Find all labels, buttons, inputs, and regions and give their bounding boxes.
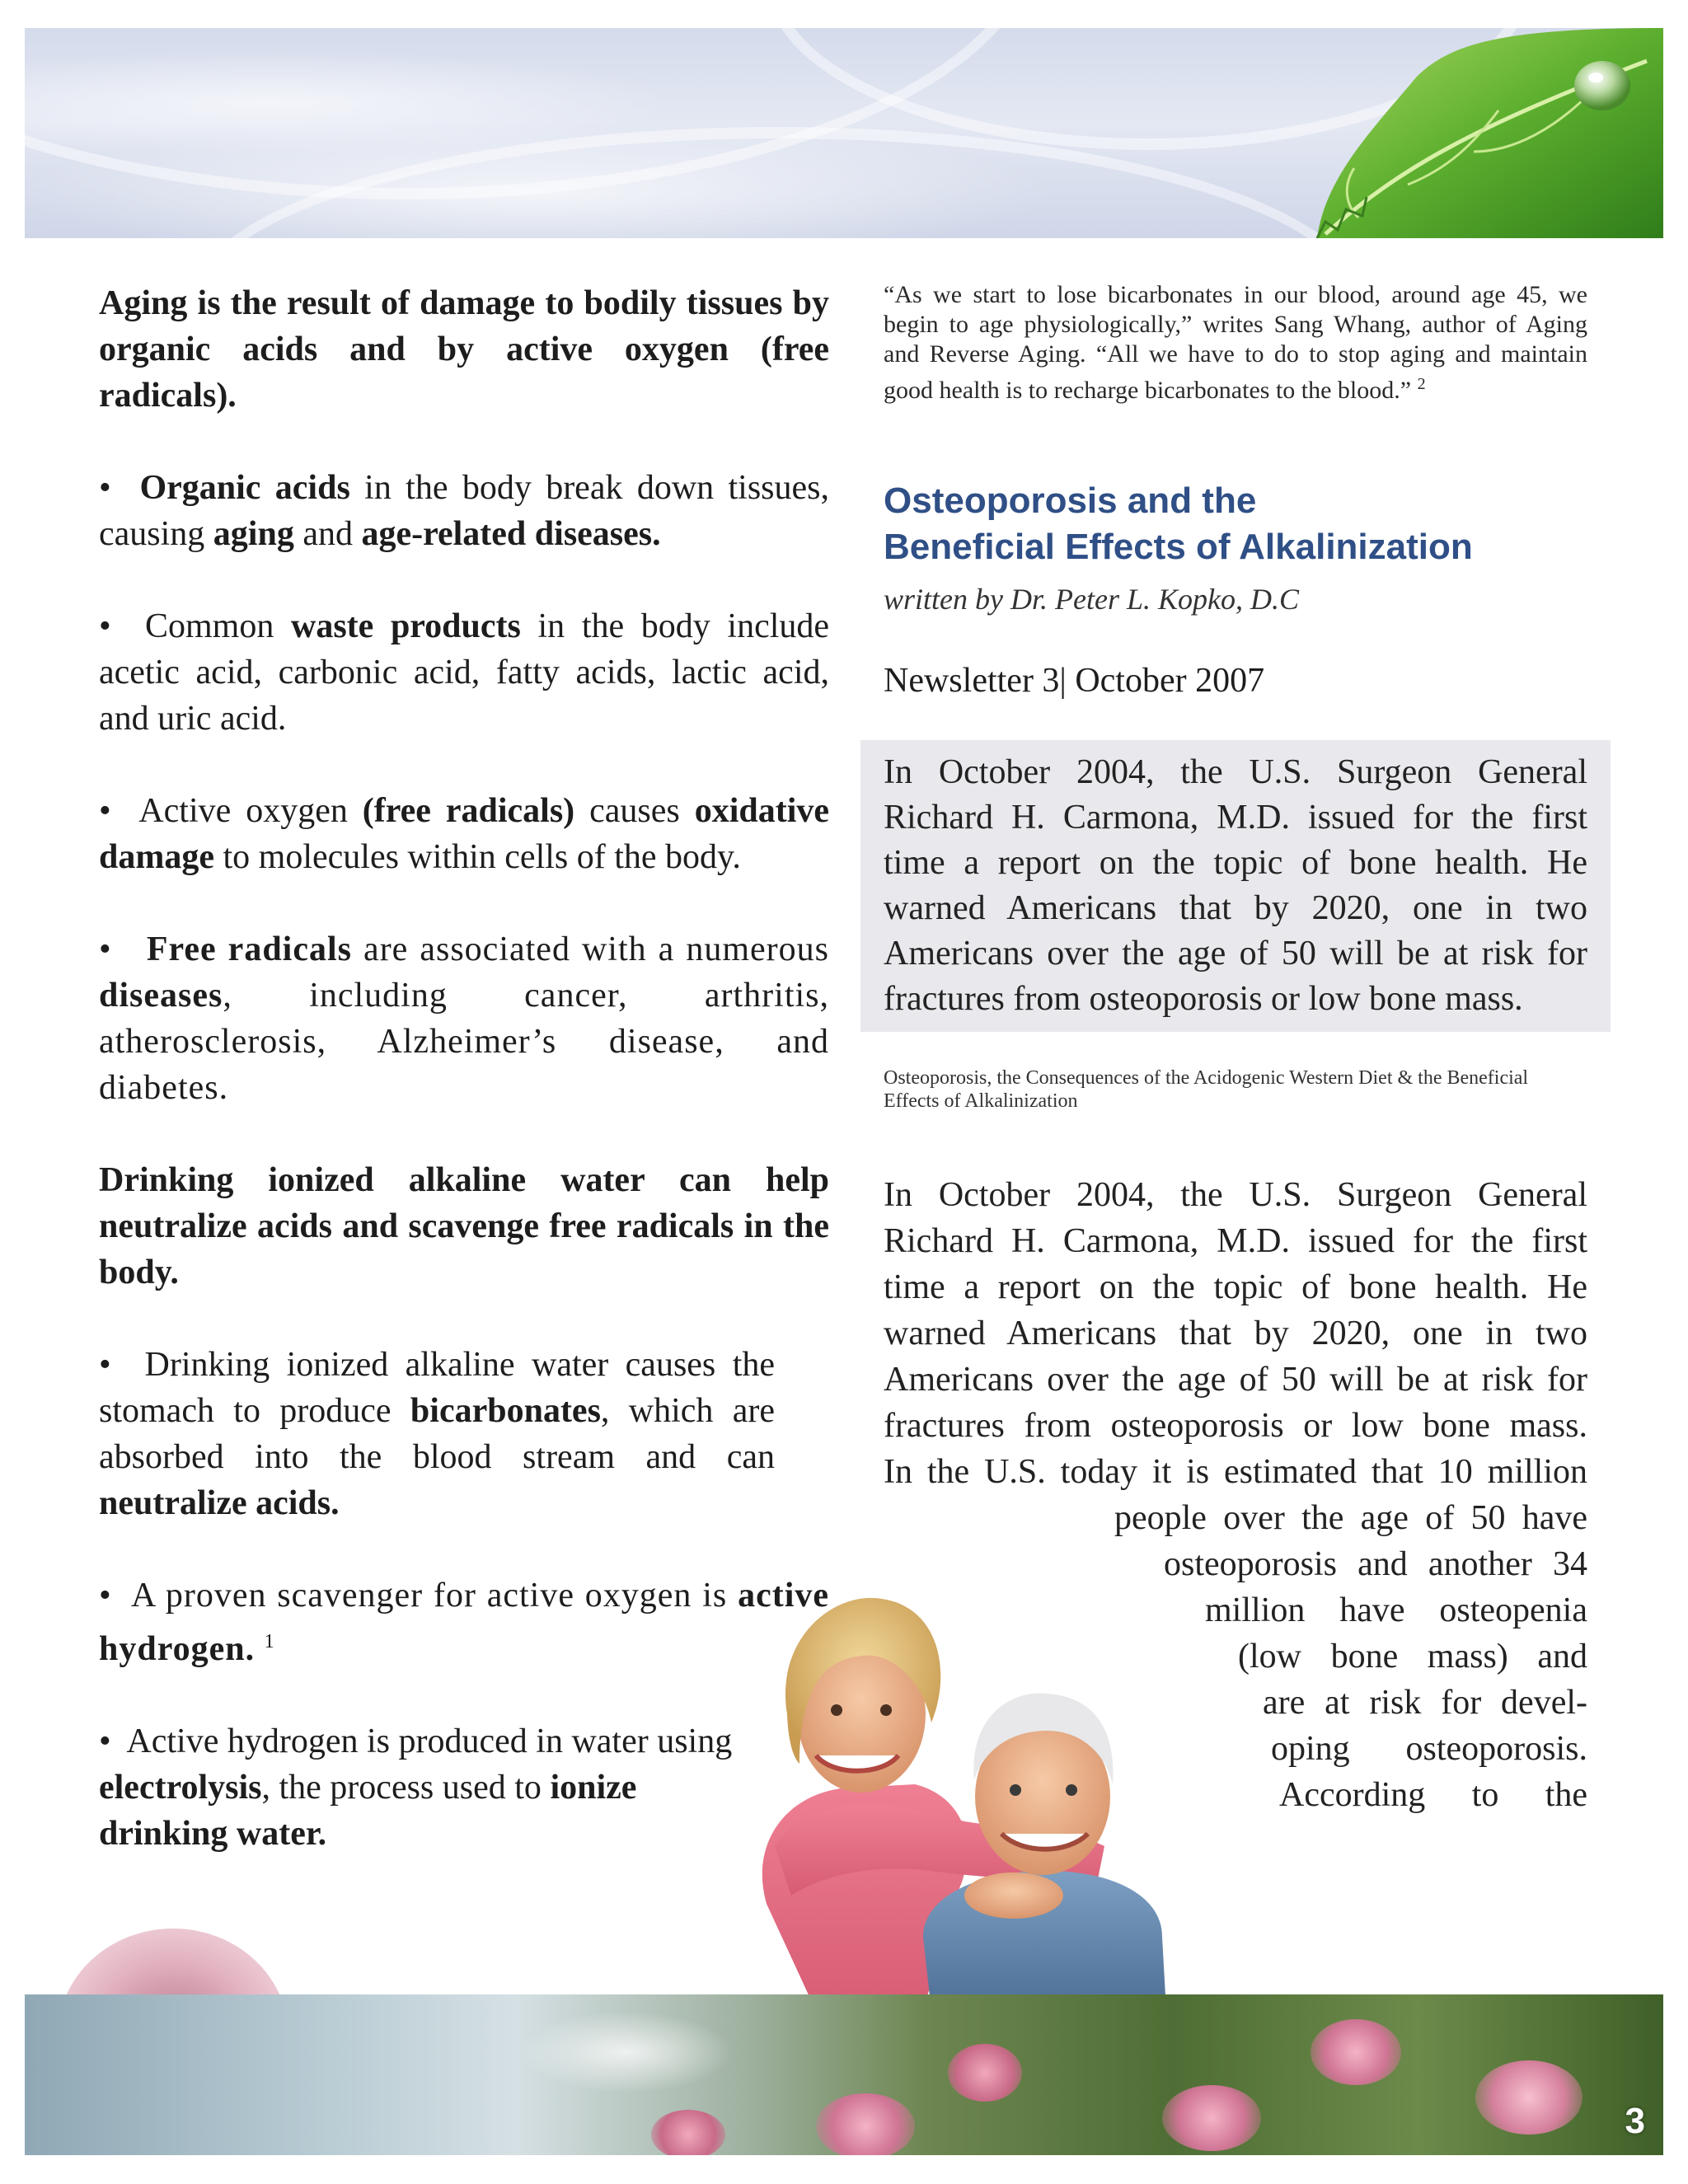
article-body-line: (low bone mass) and <box>1238 1638 1587 1675</box>
article-body-line: million have osteopenia <box>1205 1591 1587 1629</box>
bullet-active-oxygen: • Active oxygen (free radicals) causes oxidative damage to molecules within cells of the body. <box>99 792 830 876</box>
bold-term: Organic acids <box>139 469 350 507</box>
bold-term: ionize drinking water. <box>99 1769 637 1853</box>
intro-statement: Aging is the result of damage to bodily tissues by organic acids and by active oxygen (free radicals). <box>99 284 829 415</box>
flower-cluster <box>651 2110 725 2155</box>
bullet-organic-acids: • Organic acids in the body break down tissues, causing aging and age-related diseases. <box>99 469 830 553</box>
bullet-marker: • <box>99 1577 112 1615</box>
article-body-line: warned Americans that by 2020, one in two <box>884 1315 1587 1352</box>
bullet-marker: • <box>99 1346 111 1384</box>
footnote-marker: 2 <box>1417 375 1426 393</box>
article-body-line: people over the age of 50 have <box>1114 1499 1587 1537</box>
article-body-line: fractures from osteoporosis or low bone mass. <box>884 1407 1587 1445</box>
article-body-line: are at risk for devel- <box>1263 1684 1587 1722</box>
flower-cluster <box>1311 2019 1401 2085</box>
leaf-with-droplet-icon <box>1202 28 1663 238</box>
flower-cluster <box>1475 2060 1582 2135</box>
article-byline: written by Dr. Peter L. Kopko, D.C <box>884 583 1299 616</box>
bullet-waste-products: • Common waste products in the body include acetic acid, carbonic acid, fatty acids, lactic acid, and uric acid. <box>99 607 830 738</box>
bold-term: neutralize acids. <box>99 1484 340 1522</box>
bold-term: waste products <box>291 607 521 645</box>
flower-cluster <box>1162 2085 1261 2151</box>
article-body-line: In October 2004, the U.S. Surgeon General <box>884 1176 1587 1214</box>
bold-term: diseases <box>99 977 223 1015</box>
callout-text: In October 2004, the U.S. Surgeon General Richard H. Carmona, M.D. issued for the first time a report on the topic of bone health. He warned Americans that by 2020, one in two Americans over the age of 50 will be at risk for fractures from osteoporosis or low bone mass. <box>884 753 1587 1018</box>
bold-term: Free radicals <box>146 930 353 968</box>
flower-cluster <box>948 2044 1022 2102</box>
bullet-marker: • <box>99 930 112 968</box>
header-banner <box>25 28 1663 238</box>
article-body-line: osteoporosis and another 34 <box>1164 1545 1587 1583</box>
bullet-electrolysis: • Active hydrogen is produced in water using electrolysis, the process used to ionize drinking water. <box>99 1722 733 1853</box>
bullet-free-radicals: • Free radicals are associated with a numerous diseases, including cancer, arthritis, atherosclerosis, Alzheimer’s disease, and diabetes. <box>99 930 829 1107</box>
source-caption: Osteoporosis, the Consequences of the Acidogenic Western Diet & the Beneficial Effects of Alkalinization <box>884 1067 1529 1112</box>
bullet-marker: • <box>99 792 111 830</box>
couple-photo <box>717 1549 1352 2011</box>
bold-term: (free radicals) <box>362 792 575 830</box>
article-body-line: Americans over the age of 50 will be at risk for <box>884 1361 1587 1399</box>
article-body-line: time a report on the topic of bone health. He <box>884 1268 1587 1306</box>
article-body-line: According to the <box>1279 1776 1587 1814</box>
bold-term: active hydrogen. <box>99 1577 830 1668</box>
quote-sang-whang: “As we start to lose bicarbonates in our blood, around age 45, we begin to age physiologically,” writes Sang Whang, author of Aging and Reverse Aging. “All we have to do to stop aging and maintain good health is to recharge bicarbonates to the blood.” $^2$ <box>884 281 1587 404</box>
bold-term: aging <box>213 515 294 553</box>
footer-banner <box>25 1994 1663 2155</box>
bullet-bicarbonates: • Drinking ionized alkaline water causes the stomach to produce bicarbonates, which are absorbed into the blood stream and can neutralize acids. <box>99 1346 776 1522</box>
callout-box <box>860 740 1611 1032</box>
footnote-marker: 1 <box>264 1631 275 1652</box>
article-body-line: In the U.S. today it is estimated that 10 million <box>884 1453 1587 1491</box>
article-title: Osteoporosis and the Beneficial Effects of Alkalinization <box>884 480 1473 567</box>
article-body-line: oping osteoporosis. <box>1271 1730 1587 1768</box>
bullet-marker: • <box>99 469 111 507</box>
page-number: 3 <box>1625 2101 1645 2141</box>
bullet-marker: • <box>99 1722 111 1760</box>
bold-term: electrolysis <box>99 1769 262 1807</box>
bullet-active-hydrogen: • A proven scavenger for active oxygen is active hydrogen. $^1$ <box>99 1577 830 1668</box>
bold-term: bicarbonates <box>410 1392 601 1430</box>
second-statement: Drinking ionized alkaline water can help neutralize acids and scavenge free radicals in the body. <box>99 1161 829 1291</box>
newsletter-issue: Newsletter 3| October 2007 <box>884 662 1265 700</box>
article-body-line: Richard H. Carmona, M.D. issued for the first <box>884 1222 1587 1260</box>
bold-term: age-related diseases. <box>361 515 661 553</box>
bullet-marker: • <box>99 607 111 645</box>
waterfall-mist <box>519 2011 734 2093</box>
bold-term: oxidative damage <box>99 792 830 876</box>
flower-cluster <box>816 2093 915 2155</box>
